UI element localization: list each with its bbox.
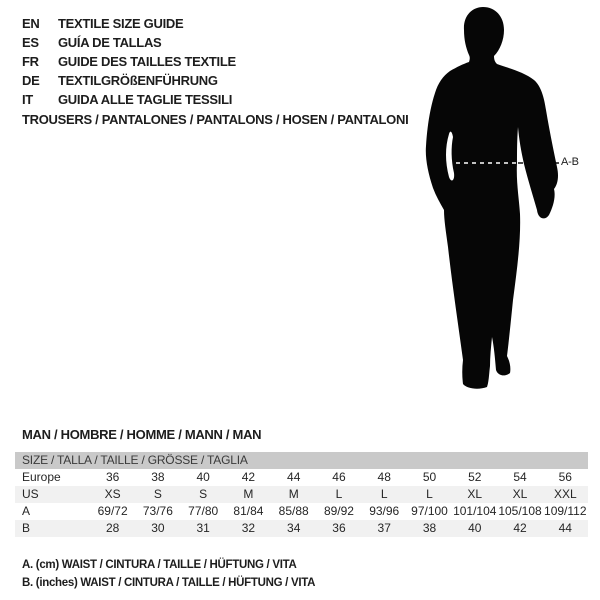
size-cell: L (380, 487, 388, 501)
table-row-a-cm (15, 503, 588, 520)
measure-label: A-B (561, 156, 579, 168)
size-cell: 109/112 (544, 504, 587, 518)
size-cell: 54 (513, 470, 527, 484)
size-cell: 105/108 (498, 504, 542, 518)
size-cell: 101/104 (453, 504, 497, 518)
size-cell: 38 (151, 470, 165, 484)
size-cell: 93/96 (369, 504, 400, 518)
size-cell: M (243, 487, 254, 501)
list-item (22, 14, 382, 33)
language-text: GUÍA DE TALLAS (58, 35, 162, 50)
size-cell: 36 (332, 521, 346, 535)
size-cell: 69/72 (97, 504, 128, 518)
footnotes (22, 556, 315, 592)
size-cell: 34 (287, 521, 301, 535)
size-cell: 52 (468, 470, 482, 484)
size-cell: L (426, 487, 433, 501)
size-cell: 28 (105, 521, 120, 535)
list-item (22, 52, 382, 71)
size-cell: 48 (377, 470, 391, 484)
list-item (22, 33, 382, 52)
language-text: TEXTILE SIZE GUIDE (58, 16, 184, 31)
size-cell: 44 (287, 470, 301, 484)
size-cell: 31 (196, 521, 210, 535)
size-cell: 85/88 (278, 504, 309, 518)
language-legend (22, 14, 382, 109)
language-text: GUIDA ALLE TAGLIE TESSILI (58, 92, 233, 107)
row-label: A (22, 504, 31, 518)
man-silhouette-figure (400, 0, 600, 420)
language-text: GUIDE DES TAILLES TEXTILE (58, 54, 236, 69)
size-cell: 32 (241, 521, 256, 535)
section-title: MAN / HOMBRE / HOMME / MANN / MAN (22, 427, 262, 442)
size-cell: XXL (553, 487, 577, 501)
size-cell: 40 (468, 521, 482, 535)
row-label: B (22, 521, 31, 535)
table-row-b-inches (15, 520, 588, 537)
footnote-a-cm: A. (cm) WAIST / CINTURA / TAILLE / HÜFTUNG / VITA (22, 559, 297, 571)
man-silhouette-path (426, 7, 558, 389)
size-cell: 50 (422, 470, 437, 484)
language-code: IT (22, 92, 33, 107)
size-cell: 40 (196, 470, 210, 484)
size-cell: L (335, 487, 343, 501)
table-row-europe (15, 469, 588, 486)
man-silhouette-icon (400, 0, 600, 420)
size-cell: 89/92 (323, 504, 354, 518)
row-label: Europe (22, 470, 61, 484)
size-cell: 42 (241, 470, 256, 484)
size-cell: 37 (377, 521, 391, 535)
size-cell: XS (104, 487, 121, 501)
size-table (15, 452, 588, 537)
garment-title: TROUSERS / PANTALONES / PANTALONS / HOSEN / PANTALONI (22, 112, 409, 127)
language-code: FR (22, 54, 39, 69)
list-item (22, 71, 382, 90)
row-label: US (22, 487, 39, 501)
size-cell: 44 (558, 521, 572, 535)
language-text: TEXTILGRÖßENFÜHRUNG (58, 73, 218, 88)
table-header: SIZE / TALLA / TAILLE / GRÖSSE / TAGLIA (15, 452, 588, 469)
language-code: EN (22, 16, 40, 31)
language-code: DE (22, 73, 40, 88)
size-cell: 30 (151, 521, 165, 535)
size-cell: XL (512, 487, 528, 501)
size-cell: 36 (105, 470, 120, 484)
size-cell: S (199, 487, 208, 501)
footnote-b-inches: B. (inches) WAIST / CINTURA / TAILLE / HÜFTUNG / VITA (22, 577, 316, 589)
size-cell: XL (467, 487, 483, 501)
size-cell: 77/80 (188, 504, 219, 518)
list-item (22, 90, 382, 109)
size-cell: 81/84 (233, 504, 264, 518)
size-cell: 73/76 (142, 504, 173, 518)
size-cell: 42 (513, 521, 527, 535)
size-cell: 56 (558, 470, 572, 484)
size-cell: 46 (332, 470, 346, 484)
size-cell: 38 (422, 521, 437, 535)
size-cell: M (288, 487, 299, 501)
language-code: ES (22, 35, 39, 50)
table-row-us (15, 486, 588, 503)
size-cell: S (153, 487, 162, 501)
size-cell: 97/100 (411, 504, 448, 518)
